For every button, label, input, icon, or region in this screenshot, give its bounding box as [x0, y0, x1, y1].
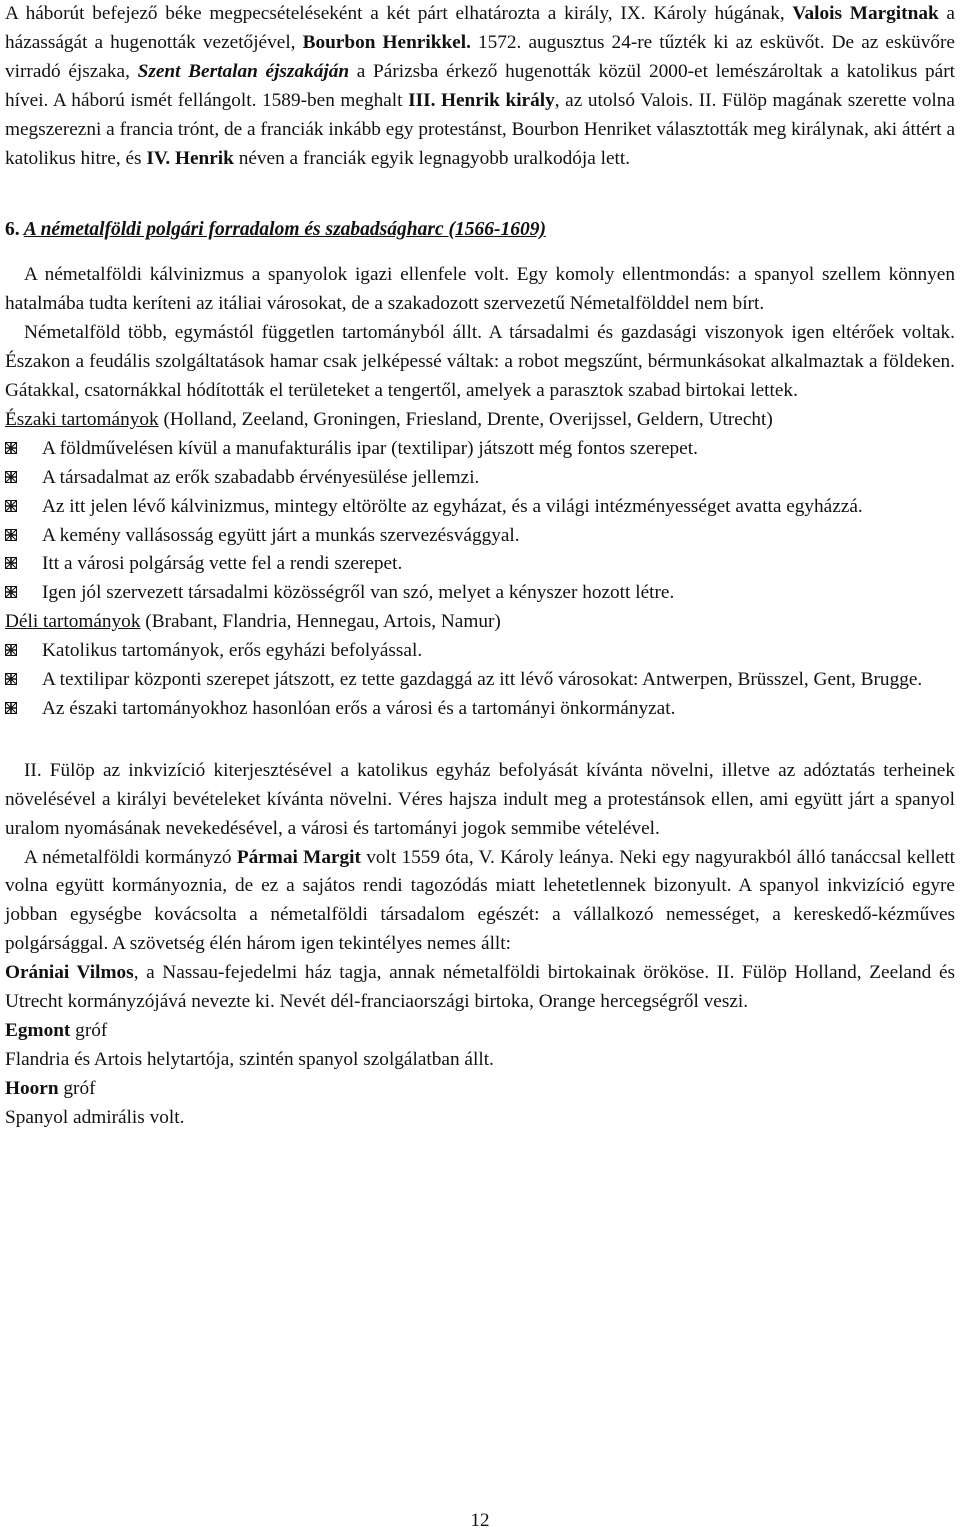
spacer — [5, 724, 955, 757]
section-number: 6. — [5, 219, 20, 241]
bold-name: Bourbon Henrikkel. — [302, 31, 471, 53]
noble-name: Hoorn — [5, 1077, 59, 1099]
text-run: 1572. augusztus 24-re tűzték ki az esküvőt. De az esküvőre virradó éjszaka, — [5, 31, 955, 82]
cross-bullet-icon — [5, 557, 17, 569]
bullet-text: A kemény vallásosság együtt járt a munkás szervezésvággyal. — [42, 524, 520, 546]
bold-italic-event: Szent Bertalan éjszakáján — [137, 60, 350, 82]
cross-bullet-icon — [5, 529, 17, 541]
list-item — [5, 464, 955, 493]
list-item — [5, 666, 955, 695]
bold-name: Valois Margitnak — [792, 3, 939, 24]
list-item — [5, 579, 955, 608]
cross-bullet-icon — [5, 500, 17, 512]
text-run: a házasságát a hugenották vezetőjével, — [5, 3, 955, 53]
list-item — [5, 435, 955, 464]
noble-description: , a Nassau-fejedelmi ház tagja, annak németalföldi birtokainak örököse. II. Fülöp Holland, Zeeland és Utrecht kormányzójává nevezte ki. Nevét dél-franciaországi birtoka, Orange hercegségről veszi. — [5, 962, 956, 1013]
paragraph-henrik — [5, 0, 955, 173]
noble-description: Flandria és Artois helytartója, szintén spanyol szolgálatban állt. — [5, 1048, 494, 1070]
bullet-text: Az itt jelen lévő kálvinizmus, mintegy eltörölte az egyházat, és a világi intézményességet avatta egyházzá. — [42, 495, 863, 517]
north-list: (Holland, Zeeland, Groningen, Friesland, Drente, Overijssel, Geldern, Utrecht) — [158, 408, 773, 430]
list-item — [5, 522, 955, 551]
bullet-text: A földművelésen kívül a manufakturális ipar (textilipar) játszott még fontos szerepet. — [42, 437, 698, 459]
paragraph-inquisition: II. Fülöp az inkvizíció kiterjesztésével a katolikus egyház befolyását kívánta növelni, illetve az adóztatás terheinek növelésével a királyi bevételeket kívánta növelni. Véres hajsza indult meg a protestánsok ellen, ami együtt járt a spanyol uralom nyomásának nevekedésével, a városi és tartományi jogok semmibe vételével. — [5, 759, 955, 839]
paragraph-provinces: Németalföld több, egymástól független tartományból állt. A társadalmi és gazdasági viszonyok igen eltérőek voltak. Északon a feudális szolgáltatások hamar csak jelképessé váltak: a robot megszűnt, bérmunkásokat alkalmaztak a földeken. Gátakkal, csatornákkal hódították el területeket a tengertől, amelyek a parasztok szabad birtokai lettek. — [5, 322, 955, 401]
bullet-text: Az északi tartományokhoz hasonlóan erős a városi és a tartományi önkormányzat. — [42, 697, 676, 719]
text-run: néven a franciák egyik legnagyobb uralkodója lett. — [233, 147, 631, 169]
bullet-text: A textilipar központi szerepet játszott, ez tette gazdaggá az itt lévő városokat: Antwerpen, Brüsszel, Gent, Brugge. — [42, 669, 923, 691]
bullet-text: A társadalmat az erők szabadabb érvényesülése jellemzi. — [42, 466, 480, 488]
south-list: (Brabant, Flandria, Hennegau, Artois, Namur) — [140, 611, 501, 633]
south-label: Déli tartományok — [5, 611, 141, 633]
list-item — [5, 493, 955, 522]
text-run: A háborút befejező béke megpecsételéseként a két párt elhatározta a király, IX. Károly húgának, — [5, 3, 793, 24]
document-page — [5, 0, 955, 1133]
cross-bullet-icon — [5, 673, 17, 685]
page-number: 12 — [470, 1510, 490, 1531]
cross-bullet-icon — [5, 644, 17, 656]
bullet-text: Itt a városi polgárság vette fel a rendi szerepet. — [42, 553, 403, 575]
noble-orange — [5, 959, 955, 1017]
noble-name: Orániai Vilmos — [5, 962, 134, 984]
cross-bullet-icon — [5, 702, 17, 714]
cross-bullet-icon — [5, 442, 17, 454]
text-run: volt 1559 óta, V. Károly leánya. Neki egy nagyurakból álló tanáccsal kellett volna együtt kormányoznia, de ez a sajátos rendi tagozódás miatt lehetetlennek bizonyult. A spanyol inkvizíció egyre jobban egységbe kovácsolta a németalföldi társadalom egészét: a vállalkozó nemességet, a kereskedő-kézműves polgársággal. A szövetség élén három igen tekintélyes nemes állt: — [5, 846, 955, 955]
list-item — [5, 695, 955, 724]
bold-name: IV. Henrik — [146, 147, 234, 169]
south-provinces-heading — [5, 608, 955, 637]
text-run: , az utolsó Valois. II. Fülöp magának szerette volna megszerezni a francia trónt, de a franciák inkább egy protestánst, Bourbon Henriket választották meg királynak, aki áttért a katolikus hitre, és — [5, 89, 955, 169]
bold-name: Pármai Margit — [236, 846, 361, 868]
spacer — [5, 245, 955, 261]
bold-name: III. Henrik király — [408, 89, 555, 111]
north-provinces-heading — [5, 406, 955, 435]
noble-hoorn — [5, 1075, 955, 1133]
noble-title: gróf — [58, 1077, 96, 1099]
paragraph-margit — [5, 844, 955, 960]
noble-egmont — [5, 1017, 955, 1075]
south-bullet-list — [5, 637, 955, 724]
cross-bullet-icon — [5, 586, 17, 598]
bullet-text: Katolikus tartományok, erős egyházi befolyással. — [42, 640, 423, 662]
section-title: A németalföldi polgári forradalom és szabadságharc (1566-1609) — [23, 219, 546, 241]
list-item — [5, 550, 955, 579]
list-item — [5, 637, 955, 666]
noble-title: gróf — [70, 1020, 108, 1041]
north-bullet-list — [5, 435, 955, 608]
noble-description: Spanyol admirális volt. — [5, 1106, 185, 1128]
section-heading — [5, 216, 955, 245]
text-run: A németalföldi kormányzó — [24, 846, 237, 868]
text-run: a Párizsba érkező hugenották közül 2000-et lemészároltak a katolikus párt hívei. A háború ismét fellángolt. 1589-ben meghalt — [5, 60, 955, 111]
north-label: Északi tartományok — [5, 408, 159, 430]
bullet-text: Igen jól szervezett társadalmi közösségről van szó, melyet a kényszer hozott létre. — [42, 582, 675, 604]
spacer — [5, 173, 955, 216]
paragraph-calvinism: A németalföldi kálvinizmus a spanyolok igazi ellenfele volt. Egy komoly ellentmondás: a spanyol szellem könnyen hatalmába tudta keríteni az itáliai városokat, de a szakadozott szervezetű Németalfölddel nem bírt. — [5, 264, 955, 315]
noble-name: Egmont — [5, 1020, 71, 1041]
cross-bullet-icon — [5, 471, 17, 483]
